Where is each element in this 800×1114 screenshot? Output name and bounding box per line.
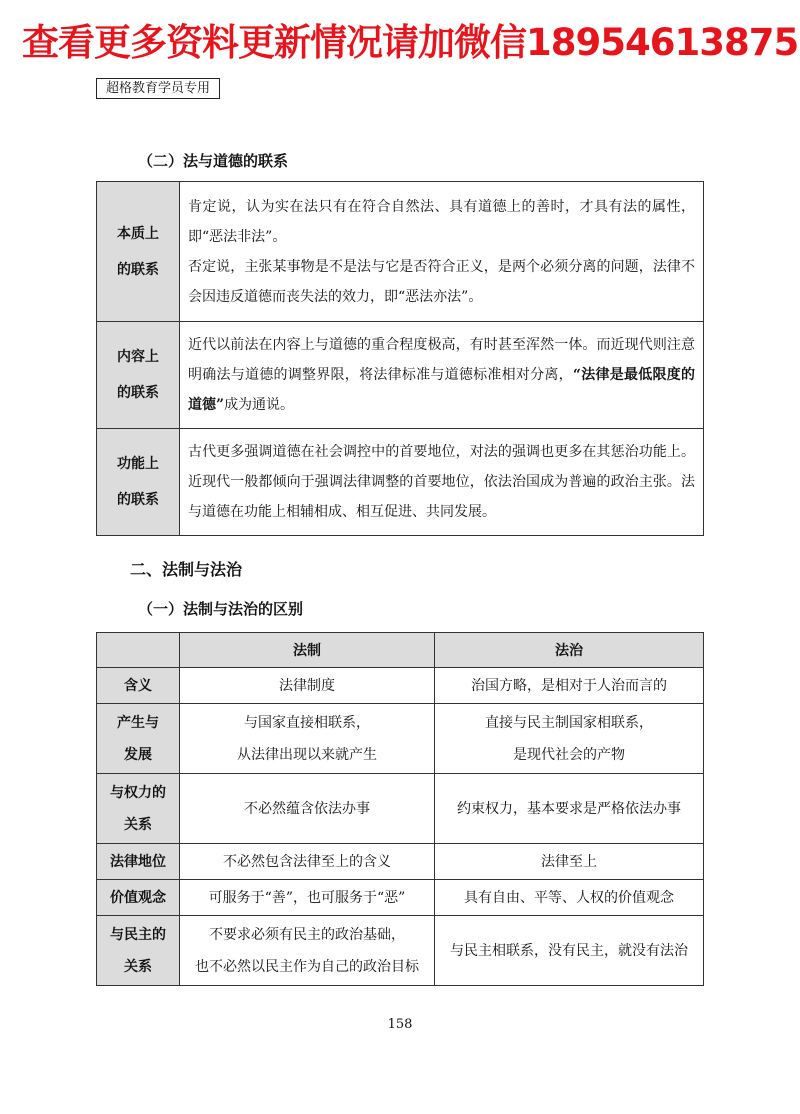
row-label-line: 内容上 (117, 349, 159, 365)
cell-line: 具有自由、平等、人权的价值观念 (464, 889, 674, 906)
cell-line: 法律至上 (541, 853, 597, 870)
cell (435, 668, 704, 704)
cell (435, 774, 704, 844)
cell-line: 不要求必须有民主的政治基础， (209, 926, 405, 943)
cell (180, 880, 435, 916)
column-header: 法制 (180, 633, 435, 668)
table-header-row (97, 633, 704, 668)
cell-line: 也不必然以民主作为自己的政治目标 (195, 958, 419, 975)
legal-system-vs-rule-of-law-table (96, 632, 704, 986)
paragraph: 否定说，主张某事物是不是法与它是否符合正义，是两个必须分离的问题，法律不会因违反道德而丧失法的效力，即“恶法亦法”。 (188, 258, 695, 305)
cell-line: 不必然包含法律至上的含义 (223, 853, 391, 870)
table-row (97, 704, 704, 774)
row-label (97, 880, 180, 916)
paragraph: 古代更多强调道德在社会调控中的首要地位，对法的强调也更多在其惩治功能上。近现代一般都倾向于强调法律调整的首要地位，依法治国成为普遍的政治主张。法与道德在功能上相辅相成、相互促进、共同发展。 (188, 444, 695, 520)
row-label-line: 法律地位 (110, 853, 166, 870)
row-label-line: 产生与 (117, 714, 159, 731)
row-label-line: 价值观念 (110, 889, 166, 906)
text: 近代以前法在内容上与道德的重合程度极高，有时甚至浑然一体。而近现代则注意明确法与道德的调整界限，将法律标准与道德标准相对分离， (188, 337, 695, 383)
cell-line: 与国家直接相联系， (244, 714, 370, 731)
row-content (180, 322, 704, 429)
cell (435, 916, 704, 986)
cell-line: 法律制度 (279, 677, 335, 694)
cell-line: 治国方略，是相对于人治而言的 (471, 677, 667, 694)
row-label-line: 的联系 (117, 261, 159, 278)
row-label (97, 704, 180, 774)
column-header: 法治 (435, 633, 704, 668)
cell (180, 774, 435, 844)
row-label (97, 844, 180, 880)
row-label-line: 的联系 (117, 492, 159, 508)
row-content (180, 182, 704, 322)
cell (435, 844, 704, 880)
cell (180, 844, 435, 880)
cell-line: 可服务于“善”，也可服务于“恶” (208, 889, 406, 906)
text: 成为通说。 (224, 397, 295, 413)
cell (435, 704, 704, 774)
row-label-line: 与权力的 (110, 784, 166, 801)
row-content (180, 429, 704, 536)
cell (180, 668, 435, 704)
row-label (97, 916, 180, 986)
cell-line: 与民主相联系，没有民主，就没有法治 (450, 942, 688, 959)
cell-line: 直接与民主制国家相联系， (485, 714, 653, 731)
table-row (97, 668, 704, 704)
cell-line: 不必然蕴含依法办事 (244, 800, 370, 817)
law-morality-table (96, 181, 704, 536)
paragraph (188, 330, 695, 420)
row-label (97, 182, 180, 322)
cell (435, 880, 704, 916)
table-row (97, 182, 704, 322)
row-label (97, 774, 180, 844)
row-label-line: 本质上 (117, 225, 159, 242)
row-label (97, 668, 180, 704)
row-label-line: 关系 (124, 816, 152, 833)
table-row (97, 429, 704, 536)
table-row (97, 774, 704, 844)
page-number: 158 (387, 1017, 413, 1032)
cell (180, 704, 435, 774)
section-heading-law-morality: （二）法与道德的联系 (138, 152, 289, 170)
bold-quote: “法律是最低限度的道德” (188, 367, 696, 413)
cell-line: 从法律出现以来就产生 (237, 746, 377, 763)
watermark-banner: 查看更多资料更新情况请加微信18954613875 (22, 21, 799, 64)
table-row (97, 916, 704, 986)
cell (180, 916, 435, 986)
table-row (97, 880, 704, 916)
row-label-line: 与民主的 (110, 926, 166, 943)
cell-line: 约束权力，基本要求是严格依法办事 (457, 800, 681, 817)
cell-line: 是现代社会的产物 (513, 746, 625, 763)
table-row (97, 322, 704, 429)
section-heading-rule-of-law: 二、法制与法治 (130, 560, 243, 579)
row-label-line: 功能上 (117, 456, 159, 472)
section-heading-difference: （一）法制与法治的区别 (138, 600, 304, 618)
table-row (97, 844, 704, 880)
row-label-line: 含义 (124, 677, 152, 694)
row-label-line: 的联系 (117, 385, 159, 401)
paragraph: 肯定说，认为实在法只有在符合自然法、具有道德上的善时，才具有法的属性，即“恶法非法”。 (188, 198, 695, 245)
row-label-line: 关系 (124, 958, 152, 975)
row-label (97, 429, 180, 536)
student-only-stamp: 超格教育学员专用 (96, 78, 220, 99)
row-label (97, 322, 180, 429)
corner-cell (97, 633, 180, 668)
row-label-line: 发展 (124, 746, 152, 763)
